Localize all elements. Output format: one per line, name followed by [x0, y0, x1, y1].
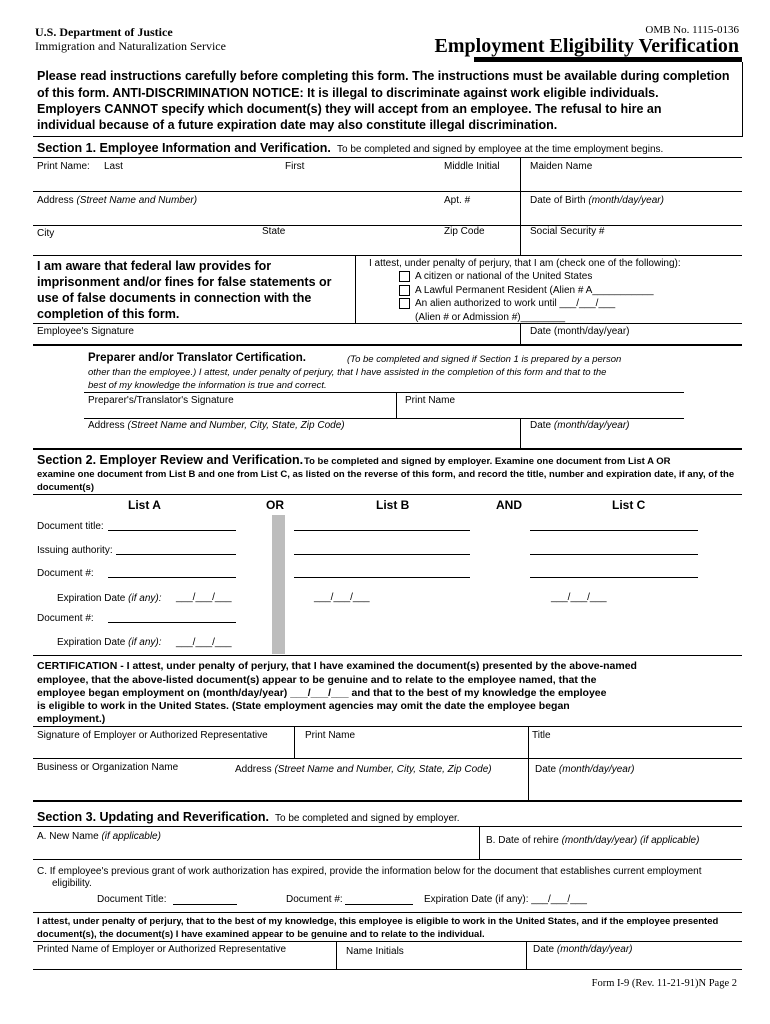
certification-text: is eligible to work in the United States. (State employment agencies may omit the date the employee began [37, 700, 570, 712]
printed-name-label: Printed Name of Employer or Authorized Representative [37, 944, 287, 955]
zip-label: Zip Code [444, 226, 485, 237]
certification-text: employment.) [37, 713, 106, 725]
or-divider-bar [272, 515, 285, 654]
section3-title: Section 3. Updating and Reverification. [37, 810, 269, 824]
list-a-issuing-field[interactable] [116, 554, 236, 555]
list-c-heading: List C [612, 498, 646, 512]
first-name-label: First [285, 161, 305, 172]
section3-c-text: eligibility. [52, 878, 92, 889]
section3-date-label: Date (month/day/year) [533, 944, 633, 955]
or-heading: OR [266, 498, 284, 512]
state-label: State [262, 226, 286, 237]
list-a-title-field[interactable] [108, 530, 236, 531]
list-a-number-field-2[interactable] [108, 622, 236, 623]
aware-text: imprisonment and/or fines for false statements or [37, 275, 332, 289]
section3-subtitle: To be completed and signed by employer. [275, 813, 460, 824]
section1-subtitle: To be completed and signed by employee at the time employment begins. [337, 144, 664, 155]
list-c-title-field[interactable] [530, 530, 698, 531]
employer-title-label: Title [532, 730, 551, 741]
section1-title: Section 1. Employee Information and Verification. [37, 141, 331, 155]
list-b-title-field[interactable] [294, 530, 470, 531]
document-title-label: Document title: [37, 521, 104, 532]
list-b-exp-field[interactable]: ___/___/___ [314, 592, 370, 603]
maiden-name-label: Maiden Name [530, 161, 593, 172]
citizen-checkbox[interactable] [399, 271, 410, 282]
aware-text: use of false documents in connection with the [37, 291, 312, 305]
reverify-exp-label: Expiration Date (if any): ___/___/___ [424, 894, 587, 905]
section2-title: Section 2. Employer Review and Verification. [37, 453, 304, 467]
omb-number: OMB No. 1115-0136 [645, 24, 739, 36]
business-name-label: Business or Organization Name [37, 762, 179, 773]
document-number-label: Document #: [37, 568, 94, 579]
address-field-line[interactable] [33, 225, 742, 226]
rehire-date-label: B. Date of rehire (month/day/year) (if applicable) [486, 835, 700, 846]
business-line[interactable] [33, 800, 742, 802]
resident-checkbox[interactable] [399, 285, 410, 296]
employee-signature-line[interactable] [33, 344, 742, 346]
issuing-authority-label: Issuing authority: [37, 545, 113, 556]
preparer-print-name-label: Print Name [405, 395, 456, 406]
printed-name-line[interactable] [33, 969, 742, 970]
city-label: City [37, 228, 55, 239]
section2-text: To be completed and signed by employer. Examine one document from List A OR [304, 456, 671, 467]
dob-label: Date of Birth (month/day/year) [530, 195, 664, 206]
intro-line: of this form. ANTI-DISCRIMINATION NOTICE: It is illegal to discriminate against work eligible individuals. [37, 86, 659, 100]
employee-signature-label: Employee's Signature [37, 326, 134, 337]
preparer-signature-line[interactable] [84, 418, 684, 419]
ssn-label: Social Security # [530, 226, 605, 237]
section2-text: document(s) [37, 482, 94, 493]
preparer-text: best of my knowledge the information is true and correct. [88, 380, 327, 391]
certification-text: CERTIFICATION - I attest, under penalty of perjury, that I have examined the document(s) presented by the above-named [37, 660, 637, 672]
expiration-label-2: Expiration Date (if any): [57, 637, 162, 648]
list-b-issuing-field[interactable] [294, 554, 470, 555]
business-date-label: Date (month/day/year) [535, 764, 635, 775]
dept-name: U.S. Department of Justice [35, 25, 173, 39]
section2-text: examine one document from List B and one from List C, as listed on the reverse of this form, and record the title, number and expiration date, if any, of the [37, 469, 735, 480]
citizen-label: A citizen or national of the United States [415, 271, 593, 282]
preparer-text: other than the employee.) I attest, under penalty of perjury, that I have assisted in the completion of this form and that to the [88, 367, 607, 378]
form-footer: Form I-9 (Rev. 11-21-91)N Page 2 [591, 978, 737, 989]
employer-signature-label: Signature of Employer or Authorized Representative [37, 730, 268, 741]
section3-attest: I attest, under penalty of perjury, that to the best of my knowledge, this employee is eligible to work in the United States, and if the employee presented [37, 916, 719, 927]
business-address-label: Address (Street Name and Number, City, State, Zip Code) [235, 764, 492, 775]
alien-label: An alien authorized to work until ___/___/___ [415, 298, 616, 309]
preparer-text: (To be completed and signed if Section 1 is prepared by a person [347, 354, 622, 365]
print-name-label: Print Name: [37, 161, 90, 172]
page-title: Employment Eligibility Verification [434, 35, 739, 57]
section3-c-text: C. If employee's previous grant of work authorization has expired, provide the information below for the document that establishes current employment [37, 866, 702, 877]
apt-label: Apt. # [444, 195, 471, 206]
alien-checkbox[interactable] [399, 298, 410, 309]
list-c-number-field[interactable] [530, 577, 698, 578]
list-c-issuing-field[interactable] [530, 554, 698, 555]
preparer-address-label: Address (Street Name and Number, City, State, Zip Code) [88, 420, 345, 431]
last-name-label: Last [104, 161, 123, 172]
preparer-signature-label: Preparer's/Translator's Signature [88, 395, 234, 406]
certification-text: employee, that the above-listed document(s) appear to be genuine and to relate to the employee named, that the [37, 674, 597, 686]
name-initials-label: Name Initials [346, 946, 404, 957]
preparer-title: Preparer and/or Translator Certification. [88, 352, 306, 364]
city-field-line[interactable] [33, 255, 742, 256]
list-a-exp-field[interactable]: ___/___/___ [176, 592, 232, 603]
preparer-date-label: Date (month/day/year) [530, 420, 630, 431]
aware-text: completion of this form. [37, 307, 180, 321]
intro-line: Please read instructions carefully before completing this form. The instructions must be available during completion [37, 69, 730, 83]
reverify-doc-title-label: Document Title: [97, 894, 167, 905]
list-a-heading: List A [128, 498, 161, 512]
reverify-doc-title-field[interactable] [173, 904, 237, 905]
intro-line: Employers CANNOT specify which document(s) they will accept from an employee. The refusal to hire an [37, 102, 662, 116]
list-c-exp-field[interactable]: ___/___/___ [551, 592, 607, 603]
attest-text: I attest, under penalty of perjury, that I am (check one of the following): [369, 258, 681, 269]
list-a-number-field[interactable] [108, 577, 236, 578]
expiration-label: Expiration Date (if any): [57, 593, 162, 604]
reverify-doc-number-field[interactable] [345, 904, 413, 905]
reverify-doc-number-label: Document #: [286, 894, 343, 905]
list-a-exp-field-2[interactable]: ___/___/___ [176, 637, 232, 648]
list-b-number-field[interactable] [294, 577, 470, 578]
new-name-label: A. New Name (if applicable) [37, 831, 161, 842]
preparer-address-line[interactable] [33, 448, 742, 450]
name-field-line[interactable] [33, 191, 742, 192]
document-number-label-2: Document #: [37, 613, 94, 624]
employer-signature-line[interactable] [33, 758, 742, 759]
section3-attest: document(s), the document(s) I have examined appear to be genuine and to relate to the individual. [37, 929, 485, 940]
list-b-heading: List B [376, 498, 410, 512]
address-label: Address (Street Name and Number) [37, 195, 198, 206]
employee-date-label: Date (month/day/year) [530, 326, 630, 337]
aware-text: I am aware that federal law provides for [37, 259, 272, 273]
certification-text: employee began employment on (month/day/year) ___/___/___ and that to the best of my knowledge the employee [37, 687, 607, 699]
resident-label: A Lawful Permanent Resident (Alien # A___________ [415, 285, 654, 296]
middle-initial-label: Middle Initial [444, 161, 500, 172]
employer-print-name-label: Print Name [305, 730, 356, 741]
intro-line: individual because of a future expiration date may also constitute illegal discrimination. [37, 118, 558, 132]
new-name-line[interactable] [33, 859, 742, 860]
alien-number-label: (Alien # or Admission #)________ [415, 312, 566, 323]
agency-name: Immigration and Naturalization Service [35, 39, 226, 53]
and-heading: AND [496, 498, 522, 512]
